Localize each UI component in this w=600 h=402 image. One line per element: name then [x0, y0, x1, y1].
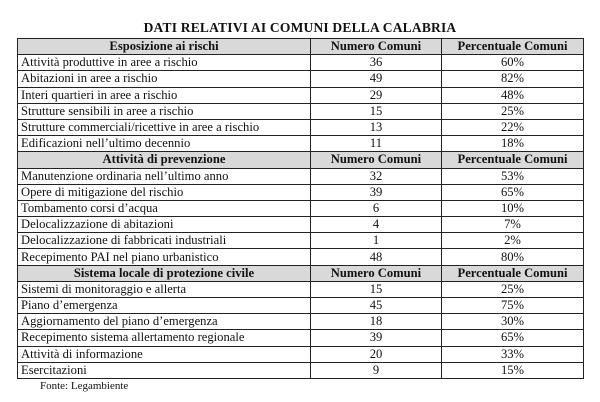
row-label: Recepimento PAI nel piano urbanistico	[18, 249, 311, 265]
row-percent: 7%	[442, 217, 584, 233]
column-header-percent: Percentuale Comuni	[442, 265, 584, 281]
section-esposizione	[18, 39, 584, 152]
section-header-row	[18, 265, 584, 281]
row-percent: 25%	[442, 281, 584, 297]
section-header-label: Sistema locale di protezione civile	[18, 265, 311, 281]
table-row	[18, 168, 584, 184]
row-label: Piano d’emergenza	[18, 298, 311, 314]
row-count: 49	[311, 71, 442, 87]
column-header-count: Numero Comuni	[311, 152, 442, 168]
row-percent: 60%	[442, 55, 584, 71]
row-label: Tombamento corsi d’acqua	[18, 200, 311, 216]
row-percent: 18%	[442, 136, 584, 152]
table-row	[18, 119, 584, 135]
row-count: 39	[311, 184, 442, 200]
row-label: Attività di informazione	[18, 346, 311, 362]
row-label: Interi quartieri in aree a rischio	[18, 87, 311, 103]
row-label: Abitazioni in aree a rischio	[18, 71, 311, 87]
row-count: 32	[311, 168, 442, 184]
section-prevenzione	[18, 152, 584, 265]
row-percent: 53%	[442, 168, 584, 184]
row-label: Delocalizzazione di abitazioni	[18, 217, 311, 233]
table-row	[18, 298, 584, 314]
row-label: Strutture sensibili in aree a rischio	[18, 103, 311, 119]
table-row	[18, 55, 584, 71]
row-percent: 48%	[442, 87, 584, 103]
table-row	[18, 136, 584, 152]
row-count: 29	[311, 87, 442, 103]
row-count: 13	[311, 119, 442, 135]
row-count: 20	[311, 346, 442, 362]
row-percent: 22%	[442, 119, 584, 135]
row-percent: 75%	[442, 298, 584, 314]
table-row	[18, 346, 584, 362]
table-row	[18, 233, 584, 249]
row-percent: 30%	[442, 314, 584, 330]
row-percent: 33%	[442, 346, 584, 362]
row-count: 4	[311, 217, 442, 233]
row-percent: 65%	[442, 330, 584, 346]
table-row	[18, 71, 584, 87]
row-label: Aggiornamento del piano d’emergenza	[18, 314, 311, 330]
row-percent: 15%	[442, 362, 584, 378]
row-count: 9	[311, 362, 442, 378]
row-percent: 82%	[442, 71, 584, 87]
column-header-percent: Percentuale Comuni	[442, 152, 584, 168]
table-row	[18, 103, 584, 119]
row-percent: 25%	[442, 103, 584, 119]
column-header-percent: Percentuale Comuni	[442, 39, 584, 55]
row-count: 1	[311, 233, 442, 249]
row-count: 11	[311, 136, 442, 152]
table-row	[18, 281, 584, 297]
row-percent: 2%	[442, 233, 584, 249]
row-label: Delocalizzazione di fabbricati industriali	[18, 233, 311, 249]
row-count: 39	[311, 330, 442, 346]
section-protezione-civile	[18, 265, 584, 378]
row-count: 48	[311, 249, 442, 265]
table-row	[18, 184, 584, 200]
table-row	[18, 217, 584, 233]
table-row	[18, 200, 584, 216]
row-count: 15	[311, 281, 442, 297]
row-label: Sistemi di monitoraggio e allerta	[18, 281, 311, 297]
row-count: 6	[311, 200, 442, 216]
row-percent: 10%	[442, 200, 584, 216]
column-header-count: Numero Comuni	[311, 39, 442, 55]
table-row	[18, 249, 584, 265]
section-header-row	[18, 39, 584, 55]
row-label: Opere di mitigazione del rischio	[18, 184, 311, 200]
row-percent: 65%	[442, 184, 584, 200]
section-header-row	[18, 152, 584, 168]
row-label: Esercitazioni	[18, 362, 311, 378]
table-row	[18, 330, 584, 346]
row-count: 36	[311, 55, 442, 71]
row-label: Strutture commerciali/ricettive in aree a rischio	[18, 119, 311, 135]
row-count: 15	[311, 103, 442, 119]
row-percent: 80%	[442, 249, 584, 265]
column-header-count: Numero Comuni	[311, 265, 442, 281]
table-row	[18, 314, 584, 330]
row-count: 18	[311, 314, 442, 330]
section-header-label: Esposizione ai rischi	[18, 39, 311, 55]
row-label: Edificazioni nell’ultimo decennio	[18, 136, 311, 152]
table-row	[18, 362, 584, 378]
section-header-label: Attività di prevenzione	[18, 152, 311, 168]
table-row	[18, 87, 584, 103]
data-table	[17, 38, 584, 379]
row-label: Manutenzione ordinaria nell’ultimo anno	[18, 168, 311, 184]
source-note: Fonte: Legambiente	[40, 380, 129, 392]
row-label: Attività produttive in aree a rischio	[18, 55, 311, 71]
row-count: 45	[311, 298, 442, 314]
table-title: DATI RELATIVI AI COMUNI DELLA CALABRIA	[143, 20, 457, 35]
row-label: Recepimento sistema allertamento regionale	[18, 330, 311, 346]
